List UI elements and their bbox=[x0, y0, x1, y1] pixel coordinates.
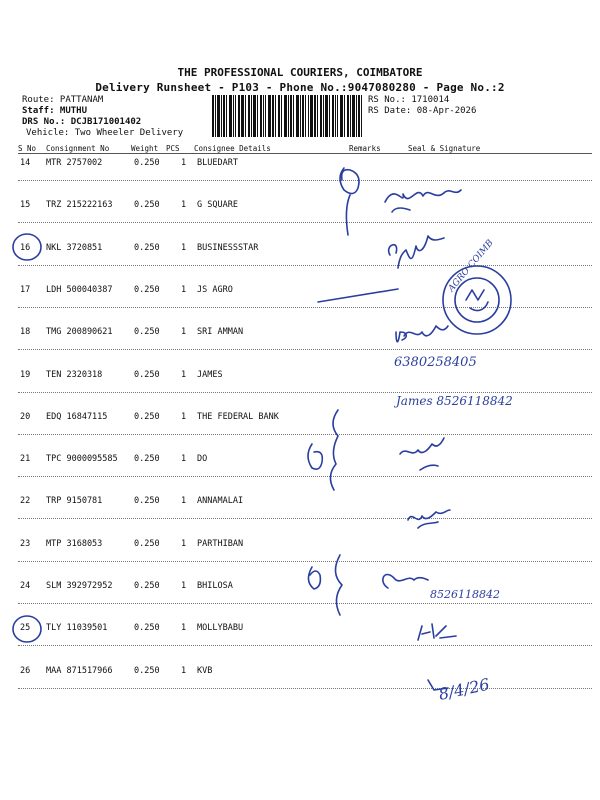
signature-25 bbox=[418, 624, 456, 640]
row-sno: 22 bbox=[20, 496, 31, 507]
drs-label: DRS No.: DCJB171001402 bbox=[22, 117, 142, 127]
row-sno: 26 bbox=[20, 665, 31, 676]
row-weight: 0.250 bbox=[134, 538, 160, 549]
row-pcs: 1 bbox=[181, 411, 187, 422]
row-consignment: MTR 2757002 bbox=[46, 158, 103, 168]
row-pcs: 1 bbox=[181, 327, 187, 338]
row-consignee: KVB bbox=[197, 665, 213, 676]
row-consignment: TPC 9000095585 bbox=[46, 454, 118, 465]
circle-mark-25 bbox=[13, 616, 41, 642]
col-weight: Weight bbox=[131, 144, 159, 153]
row-pcs: 1 bbox=[181, 454, 187, 465]
row-pcs: 1 bbox=[181, 200, 187, 211]
col-consignment: Consignment No bbox=[46, 144, 110, 153]
row-consignee: MOLLYBABU bbox=[197, 623, 244, 634]
row-pcs: 1 bbox=[181, 158, 187, 168]
row-pcs: 1 bbox=[181, 538, 187, 549]
row-consignment: MAA 871517966 bbox=[46, 665, 113, 676]
stamp-text: AGRO COIMB bbox=[446, 238, 496, 294]
document-title: THE PROFESSIONAL COURIERS, COIMBATORE bbox=[177, 66, 423, 79]
vehicle-label: Vehicle: Two Wheeler Delivery bbox=[26, 128, 184, 138]
remark-brace-20 bbox=[330, 410, 338, 490]
row-consignee: SRI AMMAN bbox=[197, 327, 244, 338]
row-consignment: TEN 2320318 bbox=[46, 369, 103, 380]
row-consignment: LDH 500040387 bbox=[46, 284, 113, 295]
row-weight: 0.250 bbox=[134, 284, 160, 295]
remark-scribble-14 bbox=[340, 168, 359, 235]
row-consignee: G SQUARE bbox=[197, 200, 238, 211]
row-consignment: SLM 392972952 bbox=[46, 581, 113, 591]
row-weight: 0.250 bbox=[134, 158, 160, 168]
row-consignee: JAMES bbox=[197, 369, 223, 380]
row-consignment: TMG 200890621 bbox=[46, 327, 113, 338]
row-consignee: BUSINESSSTAR bbox=[197, 242, 259, 253]
row-consignment: NKL 3720851 bbox=[46, 242, 103, 253]
circle-mark-16 bbox=[13, 234, 41, 260]
row-consignee: BLUEDART bbox=[197, 158, 238, 168]
rs-number: RS No.: 1710014 bbox=[368, 95, 450, 105]
row-weight: 0.250 bbox=[134, 327, 160, 338]
row-weight: 0.250 bbox=[134, 665, 160, 676]
signature-24 bbox=[383, 575, 428, 589]
row-sno: 25 bbox=[20, 623, 31, 634]
row-pcs: 1 bbox=[181, 581, 187, 591]
row-weight: 0.250 bbox=[134, 369, 160, 380]
remark-brace-24 bbox=[335, 555, 342, 615]
row-sno: 21 bbox=[20, 454, 31, 465]
row-weight: 0.250 bbox=[134, 242, 160, 253]
row-consignee: ANNAMALAI bbox=[197, 496, 244, 507]
row-consignment: EDQ 16847115 bbox=[46, 411, 108, 422]
col-seal: Seal & Signature bbox=[408, 144, 481, 153]
row-pcs: 1 bbox=[181, 623, 187, 634]
signature-22 bbox=[408, 510, 450, 528]
row-sno: 23 bbox=[20, 538, 31, 549]
row-weight: 0.250 bbox=[134, 496, 160, 507]
row-pcs: 1 bbox=[181, 665, 187, 676]
row-consignee: BHILOSA bbox=[197, 581, 233, 591]
signature-19: James 8526118842 bbox=[396, 394, 513, 408]
row-weight: 0.250 bbox=[134, 581, 160, 591]
row-sno: 20 bbox=[20, 411, 31, 422]
remark-line-17 bbox=[318, 289, 398, 302]
row-consignment: TRP 9150781 bbox=[46, 496, 103, 507]
remark-mark-24 bbox=[308, 567, 320, 589]
signature-15 bbox=[385, 190, 461, 212]
row-sno: 24 bbox=[20, 581, 31, 591]
row-consignee: PARTHIBAN bbox=[197, 538, 244, 549]
row-weight: 0.250 bbox=[134, 623, 160, 634]
rs-date: RS Date: 08-Apr-2026 bbox=[368, 106, 477, 116]
row-sno: 14 bbox=[20, 158, 31, 168]
row-consignee: JS AGRO bbox=[197, 284, 233, 295]
staff-label: Staff: MUTHU bbox=[22, 106, 88, 116]
route-label: Route: PATTANAM bbox=[22, 95, 104, 105]
row-consignee: DO bbox=[197, 454, 208, 465]
row-consignment: TLY 11039501 bbox=[46, 623, 108, 634]
row-weight: 0.250 bbox=[134, 200, 160, 211]
row-pcs: 1 bbox=[181, 242, 187, 253]
row-consignment: MTP 3168053 bbox=[46, 538, 103, 549]
row-consignment: TRZ 215222163 bbox=[46, 200, 113, 211]
row-consignee: THE FEDERAL BANK bbox=[197, 411, 279, 422]
signature-21 bbox=[400, 438, 444, 470]
row-pcs: 1 bbox=[181, 496, 187, 507]
col-sno: S No bbox=[18, 144, 37, 153]
company-stamp bbox=[443, 238, 511, 334]
phone-24: 8526118842 bbox=[430, 588, 500, 601]
col-pcs: PCS bbox=[166, 144, 180, 153]
remark-mark-21 bbox=[308, 444, 322, 469]
phone-18: 6380258405 bbox=[394, 355, 477, 370]
date-26: 8/4/26 bbox=[436, 674, 492, 704]
row-sno: 19 bbox=[20, 369, 31, 380]
document-subtitle: Delivery Runsheet - P103 - Phone No.:9047080280 - Page No.:2 bbox=[95, 81, 505, 94]
row-weight: 0.250 bbox=[134, 411, 160, 422]
row-sno: 16 bbox=[20, 242, 31, 253]
row-sno: 17 bbox=[20, 284, 31, 295]
row-sno: 15 bbox=[20, 200, 31, 211]
row-sno: 18 bbox=[20, 327, 31, 338]
signature-18 bbox=[396, 326, 448, 342]
row-pcs: 1 bbox=[181, 284, 187, 295]
signature-16 bbox=[389, 236, 444, 268]
row-weight: 0.250 bbox=[134, 454, 160, 465]
row-pcs: 1 bbox=[181, 369, 187, 380]
col-remarks: Remarks bbox=[349, 144, 381, 153]
col-consignee: Consignee Details bbox=[194, 144, 271, 153]
